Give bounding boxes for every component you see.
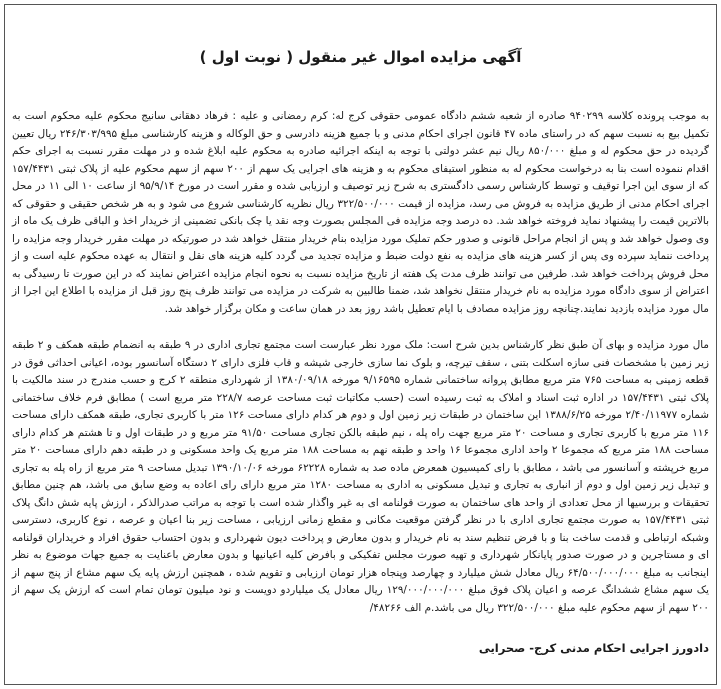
notice-title: آگهی مزایده اموال غیر منقول ( نوبت اول ) [199,48,522,66]
notice-paragraph-property-description: مال مورد مزایده و بهای آن طبق نظر کارشناس بدین شرح است: ملک مورد نظر عبارست است مجتمع تجاری اداری در ۹ طبقه به انضمام طبقه همکف و ۲ طبقه زیر زمین با مشخصات فنی سازه اسکلت بتنی ، سقف تیرچه، و بلوک نما سازی خارجی شیشه و قاب فلزی دارای ۲ دستگاه آسانسور بوده، اعیانی احداثی فوق در قطعه زمینی به مساحت ۷۶۵ متر مربع مطابق پروانه ساختمانی شماره ۹/۱۶۵۹۵ مورخه ۱۳۸۰/۰۹/۱۸ از شهرداری منطقه ۲ کرج و حسب مندرج در سند مالکیت با پلاک ثبتی ۱۵۷/۴۴۳۱ در اداره ثبت اسناد و املاک به ثبت رسیده است (حسب مکاتبات ثبت مساحت عرصه ۲۲۸/۷ متر مربع است ) مطابق فرم خلاف ساختمانی شماره ۲/۴۰/۱۱۹۷۷ مورخه ۱۳۸۸/۶/۲۵ این ساختمان در طبقات زیر زمین اول و دوم هر کدام دارای مساحت ۱۲۶ متر با کاربری تجاری، طبقه همکف دارای مساحت ۱۱۶ متر مربع با کاربری تجاری و مساحت ۲۰ متر مربع جهت راه پله ، نیم طبقه بالکن تجاری مساحت ۹۱/۵۰ متر مربع و در طبقات اول و تا هشتم هر کدام دارای مساحت ۱۸۸ متر مربع که مجموعا ۲ واحد اداری مجموعا ۱۶ واحد و طبقه نهم به مساحت ۱۸۸ متر مربع یک واحد مسکونی و در طبقه دهم دارای مساحت ۲۰ متر مربع خرپشته و آسانسور می باشد ، مطابق با رای کمیسیون همعرض ماده صد به شماره ۶۲۲۲۸ مورخه ۱۳۹۰/۱۰/۰۶ تبدیل مساحت ۹ متر مربع از راه پله به تجاری و تبدیل زیر زمین اول و دوم از انباری به تجاری و تبدیل مسکونی به اداری به مساحت ۱۲۸۰ متر مربع دارای رای اعاده به وضع سابق می باشد، هم چنین مطابق تحقیقات و بررسیها از محل تعدادی از واحد های ساختمان به صورت قولنامه ای به غیر واگذار شده است با توجه به مراتب صدرالذکر ، ارزش پایه شش دانگ پلاک ثبتی ۱۵۷/۴۴۳۱ به صورت مجتمع تجاری اداری با در نظر گرفتن موقعیت مکانی و مقطع زمانی ارزیابی ، مساحت زیر بنا اعیان و عرصه ، نوع کاربری، دسترسی وشبکه ارتباطی و قدمت ساخت بنا و با فرض تنظیم سند به نام خریدار و بدون معارض و پرداخت دیون شهرداری و بدون احتساب حقوق افراد و خریداران قولنامه ای و مستاجرین و در صورت صدور پایانکار شهرداری و تهیه صورت مجلس تفکیکی و بافرض کلیه اعیانیها و بدون معارض باعنایت به جمیع جهات موضوع به نظر اینجانب به مبلغ ۶۴/۵۰۰/۰۰۰/۰۰۰ ریال معادل شش میلیارد و چهارصد وپنجاه هزار تومان ارزیابی و تقویم شده ، همچنین ارزش پایه یک سهم مشاع از پنج سهم از یک سهم مشاع ششدانگ عرصه و اعیان پلاک فوق مبلغ ۱۲۹/۰۰۰/۰۰۰/۰۰۰ ریال معادل یک میلیاردو دویست و نود میلیون تومان تمام است که ارزش یک سهم از ۲۰۰ سهم از سهم محکوم علیه مبلغ ۳۲۲/۵۰۰/۰۰۰ ریال می باشد.م الف ۴۸۲۶۶/ [12,339,710,614]
notice-paragraph-auction-terms: به موجب پرونده کلاسه ۹۴۰۲۹۹ صادره از شعبه ششم دادگاه عمومی حقوقی کرج له: کرم رمضانی و علیه : فرهاد دهقانی سانیج محکوم علیه محکوم است به تکمیل بیع به نسبت سهم که در راستای ماده ۴۷ قانون اجرای احکام مدنی و با جمیع هزینه دادرسی و حق الوکاله و هزینه کارشناسی مبلغ ۲۴۶/۳۰۳/۹۹۵ ریال تعیین گردیده در حق محکوم له و مبلغ ۸۵۰/۰۰۰ ریال نیم عشر دولتی با توجه به اینکه اجرائیه صادره به محکوم علیه ابلاغ شده و در مهلت مقرر نسبت به اجرای حکم اقدام ننموده است بنا به درخواست محکوم له به منظور استیفای محکوم به و هزینه های اجرایی یک سهم از ۲۰۰ سهم از سهم محکوم علیه از پلاک ثبتی ۱۵۷/۴۴۳۱ که از سوی این اجرا توقیف و توسط کارشناس رسمی دادگستری به شرح زیر توصیف و ارزیابی شده و مقرر است در مورخ ۹۵/۹/۱۴ از ساعت ۱۰ الی ۱۱ در محل اجرای احکام مدنی از طریق مزایده به فروش می رسد، مزایده از قیمت ۳۲۲/۵۰۰/۰۰۰ ریال نظریه کارشناسی شروع می شود و به هر شخص حقیقی و حقوقی که بالاترین قیمت را پیشنهاد نماید فروخته خواهد شد. ده درصد وجه مزایده فی المجلس بصورت وجه نقد یا چک بانکی تضمینی از خریدار اخذ و الباقی ظرف یک ماه از وی وصول خواهد شد و پس از انجام مراحل قانونی و صدور حکم تملیک مورد مزایده بنام خریدار منتقل خواهد شد در صورتیکه در مهلت مقرر خریدار وجه مزایده را پرداخت ننماید سپرده وی پس از کسر هزینه های مزایده به نفع دولت ضبط و مزایده تجدید می گردد کلیه هزینه های نقل و انتقال به عهده محکوم علیه است و از محل فروش پرداخت خواهد شد. طرفین می توانند ظرف مدت یک هفته از تاریخ مزایده نسبت به نحوه انجام مزایده اعتراض نمایند که در این صورت تا رسیدگی به اعتراض از سوی دادگاه مورد مزایده به نام خریدار منتقل نخواهد شد، ضمنا طالبین به شرکت در مزایده می توانند ظرف پنج روز قبل از مزایده با اطلاع این اجرا از مال مورد مزایده بازدید نمایند.چنانچه روز مزایده مصادف با ایام تعطیل باشد روز بعد در همان ساعت و مکان برگزار خواهد شد. [12,110,710,315]
notice-signature: دادورز اجرایی احکام مدنی کرج- صحرایی [478,641,709,655]
